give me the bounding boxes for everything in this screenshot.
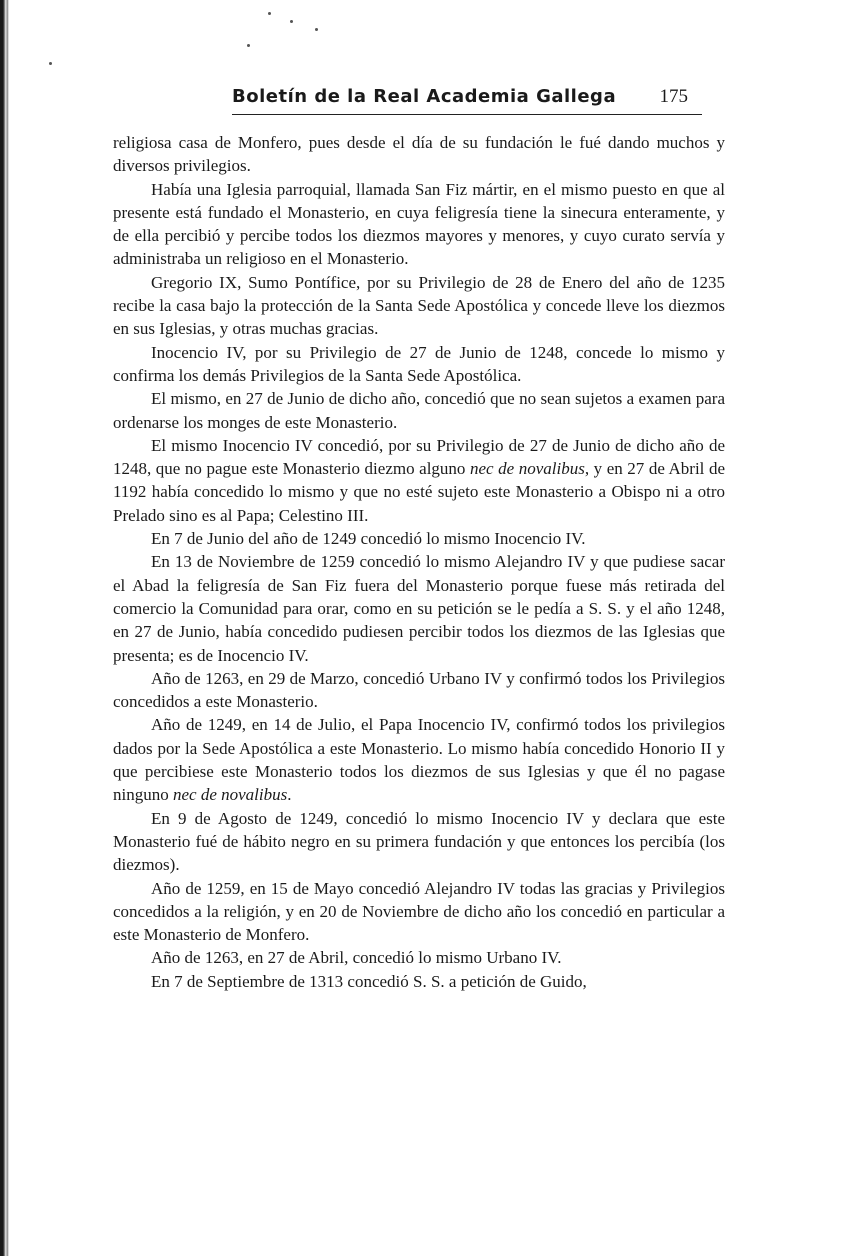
paragraph: Gregorio IX, Sumo Pontífice, por su Privilegio de 28 de Enero del año de 1235 recibe la casa bajo la protección de la Santa Sede Apostólica y concede lleve los diezmos en sus Iglesias, y otras muchas gracias. — [113, 272, 725, 339]
paragraph: Año de 1263, en 27 de Abril, concedió lo mismo Urbano IV. — [151, 948, 562, 968]
paragraph: En 9 de Agosto de 1249, concedió lo mismo Inocencio IV y declara que este Monasterio fué de hábito negro en su primera fundación y que entonces los percibía (los diezmos). — [113, 808, 725, 875]
scan-speck — [247, 44, 250, 47]
paragraph: En 13 de Noviembre de 1259 concedió lo mismo Alejandro IV y que pudiese sacar el Abad la feligresía de San Fiz fuera del Monasterio porque fuese más retirada del comercio la Comunidad para orar, como en su petición se le pedía a S. S. y el año 1248, en 27 de Junio, había concedido pudiesen percibir todos los diezmos de las Iglesias que presenta; es de Inocencio IV. — [113, 552, 725, 665]
paragraph: Año de 1263, en 29 de Marzo, concedió Urbano IV y confirmó todos los Privilegios concedidos a este Monasterio. — [113, 668, 725, 712]
paragraph: Había una Iglesia parroquial, llamada San Fiz mártir, en el mismo puesto en que al presente está fundado el Monasterio, en cuya feligresía tiene la sinecura enteramente, y de ella percibió y percibe todos los diezmos mayores y menores, y cuyo curato servía y administraba un religioso en el Monasterio. — [113, 179, 725, 269]
paragraph: En 7 de Septiembre de 1313 concedió S. S. a petición de Guido, — [151, 971, 587, 991]
paragraph: El mismo Inocencio IV concedió, por su Privilegio de 27 de Junio de dicho año de 1248, que no pague este Monasterio diezmo alguno nec de novalibus, y en 27 de Abril de 1192 había concedido lo mismo y que no esté sujeto este Monasterio a Obispo ni a otro Prelado sino es al Papa; Celestino III. — [113, 435, 725, 525]
running-header — [232, 84, 702, 115]
scan-speck — [290, 20, 293, 23]
body-text — [113, 131, 725, 993]
latin-phrase: nec de novalibus — [469, 459, 585, 479]
latin-phrase: nec de novalibus — [172, 785, 288, 805]
paragraph: religiosa casa de Monfero, pues desde el día de su fundación le fué dando muchos y diversos privilegios. — [113, 133, 725, 176]
paragraph: El mismo, en 27 de Junio de dicho año, concedió que no sean sujetos a examen para ordenarse los monges de este Monasterio. — [113, 389, 725, 432]
page-number: 175 — [659, 86, 688, 107]
scan-speck — [49, 62, 52, 65]
scan-speck — [315, 28, 318, 31]
journal-title: Boletín de la Real Academia Gallega — [232, 86, 617, 107]
page-binding-edge — [0, 0, 10, 1256]
scan-speck — [268, 12, 271, 15]
paragraph: Inocencio IV, por su Privilegio de 27 de Junio de 1248, concede lo mismo y confirma los demás Privilegios de la Santa Sede Apostólica. — [113, 342, 725, 385]
paragraph: Año de 1259, en 15 de Mayo concedió Alejandro IV todas las gracias y Privilegios concedidos a la religión, y en 20 de Noviembre de dicho año los concedió en particular a este Monasterio de Monfero. — [113, 878, 725, 945]
paragraph: Año de 1249, en 14 de Julio, el Papa Inocencio IV, confirmó todos los privilegios dados por la Sede Apostólica a este Monasterio. Lo mismo había concedido Honorio II y que percibiese este Monasterio todos los diezmos de sus Iglesias y que él no pagase ninguno nec de novalibus. — [113, 715, 725, 805]
paragraph: En 7 de Junio del año de 1249 concedió lo mismo Inocencio IV. — [151, 529, 586, 549]
